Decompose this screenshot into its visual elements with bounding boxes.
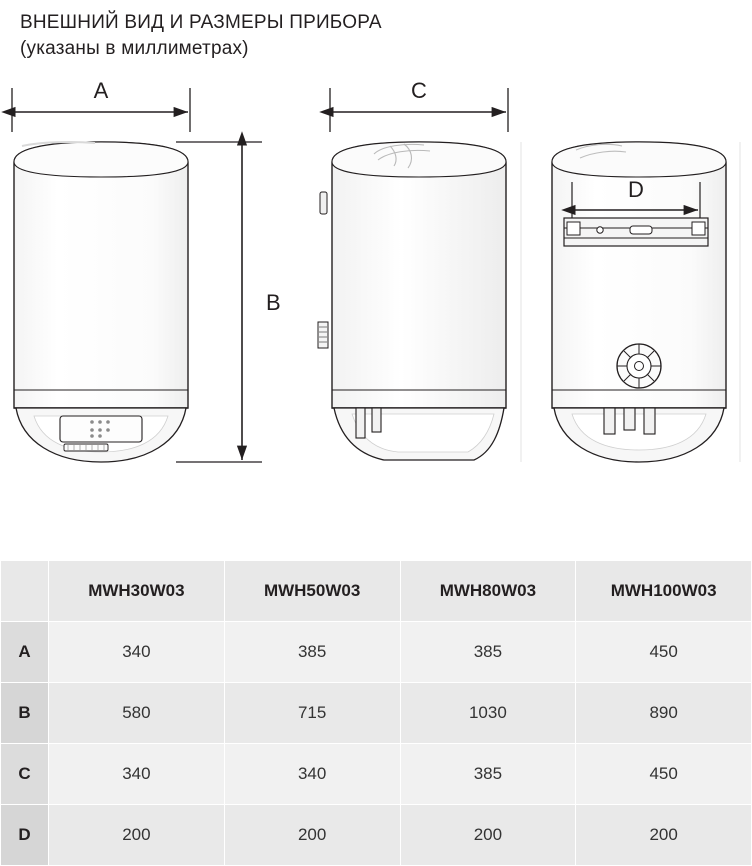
cell-a-1: 340 — [49, 622, 225, 683]
row-label-d: D — [1, 805, 49, 866]
column-header-model-3: MWH80W03 — [400, 561, 576, 622]
cell-c-2: 340 — [224, 744, 400, 805]
cell-b-3: 1030 — [400, 683, 576, 744]
side-tank-top — [332, 142, 506, 177]
side-view — [318, 78, 508, 460]
row-label-b: B — [1, 683, 49, 744]
bracket-hole-left — [567, 222, 580, 235]
dimension-c — [330, 78, 508, 132]
front-tank-top — [14, 142, 188, 177]
dimension-d-label: D — [628, 177, 644, 202]
page-title — [20, 10, 382, 61]
cell-c-3: 385 — [400, 744, 576, 805]
table-row — [1, 805, 752, 866]
diagram-svg — [0, 70, 752, 490]
cell-c-4: 450 — [576, 744, 752, 805]
bracket-slot-1 — [597, 227, 603, 233]
dimension-b — [176, 142, 281, 462]
table-header-row — [1, 561, 752, 622]
anode-cap — [617, 344, 661, 388]
cell-d-4: 200 — [576, 805, 752, 866]
row-label-c: C — [1, 744, 49, 805]
table-row — [1, 744, 752, 805]
back-tank-top — [552, 142, 726, 177]
cell-a-4: 450 — [576, 622, 752, 683]
side-tank-body — [332, 142, 506, 408]
cell-a-2: 385 — [224, 622, 400, 683]
dimension-a — [12, 78, 190, 132]
side-upper-fitting — [320, 192, 327, 214]
bracket-hole-right — [692, 222, 705, 235]
row-label-a: A — [1, 622, 49, 683]
back-pipes — [604, 408, 655, 434]
cell-b-2: 715 — [224, 683, 400, 744]
cell-b-1: 580 — [49, 683, 225, 744]
cell-c-1: 340 — [49, 744, 225, 805]
table-row — [1, 683, 752, 744]
side-lower-fitting — [318, 322, 328, 348]
cell-d-1: 200 — [49, 805, 225, 866]
table-row — [1, 622, 752, 683]
page-title-line-1: ВНЕШНИЙ ВИД И РАЗМЕРЫ ПРИБОРА — [20, 12, 382, 33]
dimension-c-label: C — [411, 78, 427, 103]
cell-d-2: 200 — [224, 805, 400, 866]
column-header-model-1: MWH30W03 — [49, 561, 225, 622]
column-header-model-2: MWH50W03 — [224, 561, 400, 622]
page-title-line-2: (указаны в миллиметрах) — [20, 37, 249, 59]
cell-b-4: 890 — [576, 683, 752, 744]
product-dimension-diagram — [0, 70, 752, 490]
table-corner-cell — [1, 561, 49, 622]
dimension-a-label: A — [93, 78, 109, 103]
bracket-slot-2 — [630, 226, 652, 234]
dimensions-table — [0, 560, 752, 866]
front-view — [12, 78, 190, 462]
cell-a-3: 385 — [400, 622, 576, 683]
cell-d-3: 200 — [400, 805, 576, 866]
back-view — [521, 142, 740, 462]
front-tank-body — [14, 142, 188, 408]
dimensions-table-wrapper — [0, 560, 752, 866]
dimension-b-label: B — [266, 290, 281, 315]
column-header-model-4: MWH100W03 — [576, 561, 752, 622]
